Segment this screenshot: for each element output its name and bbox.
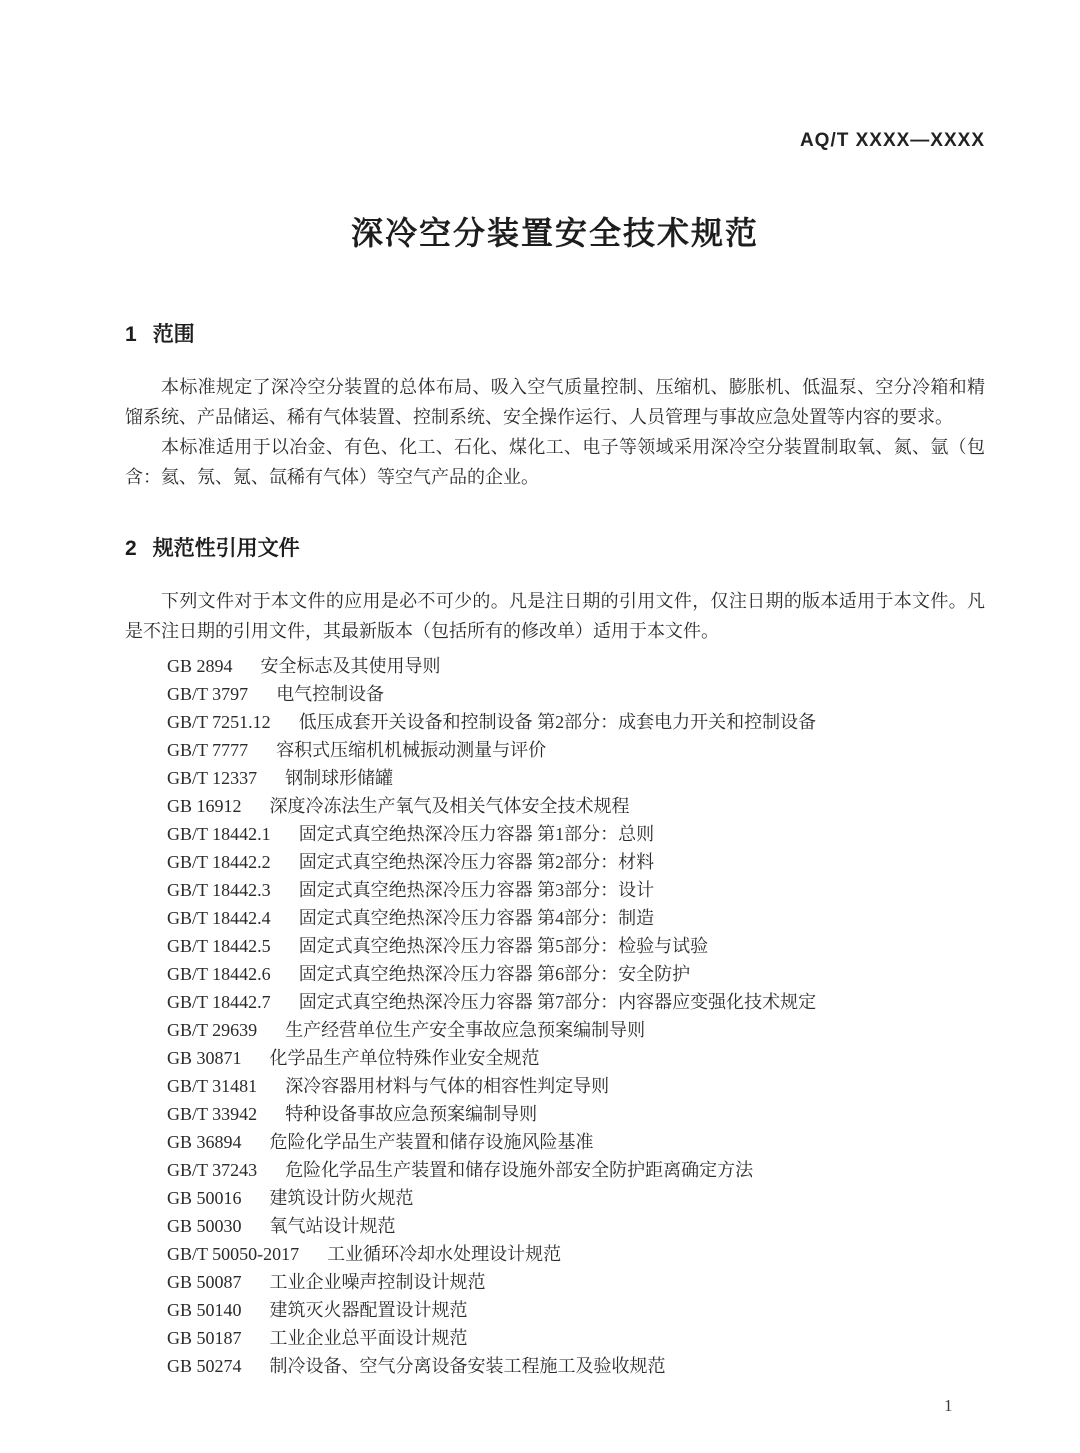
reference-item	[167, 1352, 985, 1380]
reference-title: 固定式真空绝热深冷压力容器 第7部分：内容器应变强化技术规定	[298, 992, 817, 1012]
reference-code: GB/T 7777	[167, 740, 249, 760]
reference-item	[167, 1184, 985, 1212]
reference-title: 工业企业总平面设计规范	[269, 1328, 468, 1348]
reference-title: 安全标志及其使用导则	[260, 656, 441, 676]
section-scope-body	[125, 372, 985, 492]
reference-item	[167, 764, 985, 792]
reference-title: 固定式真空绝热深冷压力容器 第4部分：制造	[298, 908, 655, 928]
reference-item	[167, 1324, 985, 1352]
reference-title: 制冷设备、空气分离设备安装工程施工及验收规范	[269, 1356, 666, 1376]
reference-title: 危险化学品生产装置和储存设施外部安全防护距离确定方法	[285, 1160, 754, 1180]
reference-title: 危险化学品生产装置和储存设施风险基准	[269, 1132, 594, 1152]
document-title: 深冷空分装置安全技术规范	[350, 215, 759, 251]
reference-code: GB 30871	[167, 1048, 242, 1068]
reference-title: 生产经营单位生产安全事故应急预案编制导则	[285, 1020, 646, 1040]
reference-item	[167, 680, 985, 708]
reference-title: 建筑设计防火规范	[269, 1188, 414, 1208]
standard-number: AQ/T XXXX—XXXX	[799, 130, 985, 151]
reference-item	[167, 1016, 985, 1044]
reference-code: GB/T 3797	[167, 684, 249, 704]
reference-item	[167, 1100, 985, 1128]
page-number: 1	[944, 1396, 953, 1415]
reference-code: GB/T 18442.2	[167, 852, 271, 872]
reference-code: GB/T 18442.5	[167, 936, 271, 956]
reference-code: GB 50140	[167, 1300, 242, 1320]
reference-item	[167, 988, 985, 1016]
reference-title: 工业企业噪声控制设计规范	[269, 1272, 486, 1292]
section-heading-label: 范围	[152, 323, 195, 346]
reference-code: GB 50030	[167, 1216, 242, 1236]
section-number: 2	[125, 537, 137, 560]
reference-code: GB 16912	[167, 796, 242, 816]
paragraph: 本标准适用于以冶金、有色、化工、石化、煤化工、电子等领域采用深冷空分装置制取氧、氮、氩（包含：氦、氖、氪、氙稀有气体）等空气产品的企业。	[125, 437, 985, 487]
reference-title: 电气控制设备	[276, 684, 385, 704]
reference-code: GB 2894	[167, 656, 233, 676]
section-number: 1	[125, 323, 137, 346]
reference-code: GB/T 18442.7	[167, 992, 271, 1012]
section-references-heading	[125, 532, 985, 562]
reference-code: GB/T 7251.12	[167, 712, 271, 732]
section-scope-heading	[125, 318, 985, 348]
reference-title: 低压成套开关设备和控制设备 第2部分：成套电力开关和控制设备	[298, 712, 817, 732]
reference-code: GB 50274	[167, 1356, 242, 1376]
reference-code: GB/T 18442.6	[167, 964, 271, 984]
reference-title: 深度冷冻法生产氧气及相关气体安全技术规程	[269, 796, 630, 816]
reference-item	[167, 1128, 985, 1156]
reference-code: GB 50187	[167, 1328, 242, 1348]
reference-item	[167, 876, 985, 904]
paragraph: 本标准规定了深冷空分装置的总体布局、吸入空气质量控制、压缩机、膨胀机、低温泵、空分冷箱和精馏系统、产品储运、稀有气体装置、控制系统、安全操作运行、人员管理与事故应急处置等内容的要求。	[125, 377, 985, 427]
reference-item	[167, 792, 985, 820]
section-heading-label: 规范性引用文件	[152, 537, 300, 560]
reference-title: 钢制球形储罐	[285, 768, 394, 788]
reference-item	[167, 652, 985, 680]
reference-title: 固定式真空绝热深冷压力容器 第1部分：总则	[298, 824, 655, 844]
reference-item	[167, 1156, 985, 1184]
section-scope	[125, 318, 985, 492]
reference-title: 工业循环冷却水处理设计规范	[327, 1244, 562, 1264]
reference-item	[167, 960, 985, 988]
reference-item	[167, 708, 985, 736]
reference-code: GB/T 50050-2017	[167, 1244, 300, 1264]
paragraph: 下列文件对于本文件的应用是必不可少的。凡是注日期的引用文件，仅注日期的版本适用于本文件。凡是不注日期的引用文件，其最新版本（包括所有的修改单）适用于本文件。	[125, 591, 985, 641]
reference-item	[167, 904, 985, 932]
reference-title: 建筑灭火器配置设计规范	[269, 1300, 468, 1320]
reference-item	[167, 932, 985, 960]
reference-title: 化学品生产单位特殊作业安全规范	[269, 1048, 540, 1068]
reference-code: GB/T 37243	[167, 1160, 258, 1180]
reference-code: GB/T 18442.1	[167, 824, 271, 844]
reference-code: GB/T 29639	[167, 1020, 258, 1040]
reference-item	[167, 736, 985, 764]
reference-item	[167, 1044, 985, 1072]
reference-code: GB 50087	[167, 1272, 242, 1292]
reference-title: 固定式真空绝热深冷压力容器 第5部分：检验与试验	[298, 936, 709, 956]
reference-item	[167, 1240, 985, 1268]
reference-code: GB/T 12337	[167, 768, 258, 788]
reference-title: 容积式压缩机机械振动测量与评价	[276, 740, 547, 760]
section-normative-references	[125, 532, 985, 1380]
reference-code: GB 36894	[167, 1132, 242, 1152]
reference-code: GB 50016	[167, 1188, 242, 1208]
reference-list	[125, 652, 985, 1380]
reference-item	[167, 820, 985, 848]
reference-item	[167, 1072, 985, 1100]
reference-item	[167, 1296, 985, 1324]
reference-title: 固定式真空绝热深冷压力容器 第3部分：设计	[298, 880, 655, 900]
reference-code: GB/T 33942	[167, 1104, 258, 1124]
reference-code: GB/T 18442.3	[167, 880, 271, 900]
reference-item	[167, 1212, 985, 1240]
reference-item	[167, 1268, 985, 1296]
reference-title: 深冷容器用材料与气体的相容性判定导则	[285, 1076, 610, 1096]
reference-title: 固定式真空绝热深冷压力容器 第6部分：安全防护	[298, 964, 691, 984]
document-header	[125, 0, 985, 152]
reference-title: 特种设备事故应急预案编制导则	[285, 1104, 538, 1124]
reference-title: 固定式真空绝热深冷压力容器 第2部分：材料	[298, 852, 655, 872]
reference-title: 氧气站设计规范	[269, 1216, 396, 1236]
section-references-body	[125, 586, 985, 1380]
reference-item	[167, 848, 985, 876]
reference-code: GB/T 18442.4	[167, 908, 271, 928]
reference-code: GB/T 31481	[167, 1076, 258, 1096]
